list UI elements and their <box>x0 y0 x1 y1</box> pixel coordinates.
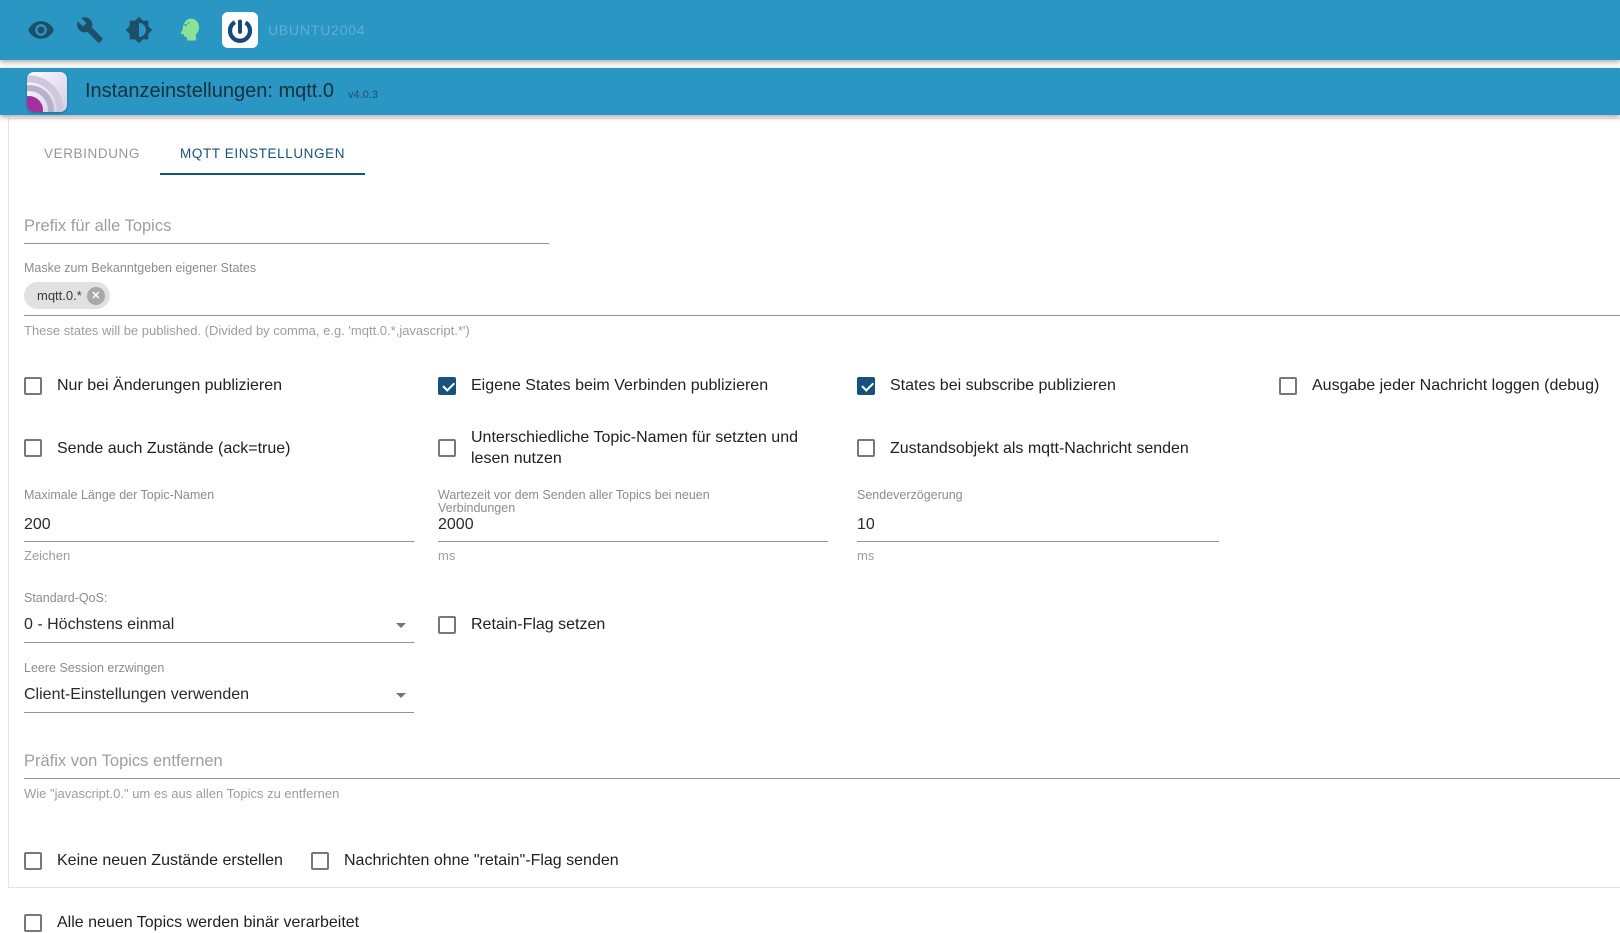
max-topic-length-input[interactable] <box>24 515 414 542</box>
checkbox-label: Retain-Flag setzen <box>471 616 606 633</box>
publish-mask-label: Maske zum Bekanntgeben eigener States <box>24 261 257 275</box>
remove-prefix-input[interactable] <box>24 750 1620 779</box>
field-prefix-all-topics <box>24 215 1620 244</box>
tab-mqtt-einstellungen[interactable]: MQTT EINSTELLUNGEN <box>160 131 365 175</box>
chip-delete-icon[interactable]: ✕ <box>87 287 105 305</box>
tab-verbindung[interactable]: VERBINDUNG <box>44 146 141 161</box>
field-unit: Zeichen <box>24 548 71 563</box>
tab-bar <box>24 119 1620 175</box>
publish-mask-helper: These states will be published. (Divided by comma, e.g. 'mqtt.0.*,javascript.*') <box>24 323 470 338</box>
send-delay-input[interactable] <box>857 515 1219 542</box>
adapter-version: v4.0.3 <box>348 89 379 101</box>
mqtt-adapter-logo <box>27 72 67 112</box>
field-clean-session <box>24 662 1620 713</box>
checkbox-no-new-states[interactable] <box>24 850 311 871</box>
bottom-checkbox-row-1 <box>24 850 1620 871</box>
checkbox-label: Nachrichten ohne "retain"-Flag senden <box>344 852 619 869</box>
checkbox-label: Zustandsobjekt als mqtt-Nachricht senden <box>890 439 1189 457</box>
checkbox-box[interactable] <box>438 377 456 395</box>
chevron-down-icon <box>396 693 406 698</box>
checkbox-publish-states-on-subscribe[interactable] <box>857 375 1279 396</box>
checkbox-box[interactable] <box>1279 377 1297 395</box>
checkbox-publish-on-change[interactable] <box>24 375 438 396</box>
assistant-head-icon[interactable] <box>173 15 203 45</box>
checkbox-label: Sende auch Zustände (ack=true) <box>57 439 291 457</box>
checkbox-label: Eigene States beim Verbinden publizieren <box>471 377 769 394</box>
brightness-icon[interactable] <box>124 15 154 45</box>
checkbox-box[interactable] <box>857 439 875 457</box>
remove-prefix-helper: Wie "javascript.0." um es aus allen Topics zu entfernen <box>24 786 340 801</box>
checkbox-label: Alle neuen Topics werden binär verarbeitet <box>57 914 360 931</box>
checkbox-send-state-object[interactable] <box>857 427 1279 469</box>
field-label: Wartezeit vor dem Senden aller Topics bei neuen Verbindungen <box>438 488 710 515</box>
checkbox-box[interactable] <box>24 914 42 932</box>
mask-chip-text: mqtt.0.* <box>37 288 82 303</box>
checkbox-row-2 <box>24 427 1620 469</box>
field-unit: ms <box>438 548 456 563</box>
clean-session-select[interactable] <box>24 684 414 713</box>
checkbox-no-retain-flag[interactable] <box>311 850 619 871</box>
checkbox-label: Nur bei Änderungen publizieren <box>57 377 283 394</box>
field-publish-mask <box>24 262 1620 338</box>
qos-row <box>24 592 1620 643</box>
field-label: Sendeverzögerung <box>857 488 963 502</box>
bottom-checkbox-row-2 <box>24 912 1620 933</box>
checkbox-box[interactable] <box>857 377 875 395</box>
field-max-topic-length <box>24 489 438 563</box>
checkbox-box[interactable] <box>438 439 456 457</box>
checkbox-box[interactable] <box>24 377 42 395</box>
checkbox-retain-flag[interactable] <box>438 614 1620 635</box>
numeric-inputs-row <box>24 489 1620 563</box>
checkbox-different-topic-names[interactable] <box>438 427 857 469</box>
send-interval-input[interactable] <box>438 515 828 542</box>
checkbox-box[interactable] <box>24 439 42 457</box>
settings-card <box>8 118 1620 931</box>
checkbox-box[interactable] <box>311 852 329 870</box>
eye-icon[interactable] <box>26 15 56 45</box>
field-remove-prefix <box>24 750 1620 801</box>
checkbox-label: Unterschiedliche Topic-Namen für setzten und lesen nutzen <box>471 429 798 467</box>
field-label: Maximale Länge der Topic-Namen <box>24 488 215 502</box>
chevron-down-icon <box>396 623 406 628</box>
prefix-all-topics-input[interactable] <box>24 215 549 244</box>
publish-mask-chip-input[interactable] <box>24 282 1620 316</box>
checkbox-box[interactable] <box>438 616 456 634</box>
field-default-qos <box>24 592 438 643</box>
checkbox-label: Keine neuen Zustände erstellen <box>57 852 283 869</box>
checkbox-row-1 <box>24 375 1620 396</box>
checkbox-binary-topics[interactable] <box>24 912 1620 933</box>
checkbox-label: Ausgabe jeder Nachricht loggen (debug) <box>1312 377 1600 394</box>
field-unit: ms <box>857 548 875 563</box>
checkbox-label: States bei subscribe publizieren <box>890 377 1116 394</box>
checkbox-debug-log[interactable] <box>1279 375 1620 396</box>
instance-settings-header <box>0 68 1620 115</box>
field-label: Leere Session erzwingen <box>24 661 165 675</box>
checkbox-send-ack-states[interactable] <box>24 427 438 469</box>
checkbox-box[interactable] <box>24 852 42 870</box>
vm-toolbar <box>0 0 1620 60</box>
mask-chip <box>24 282 110 309</box>
vm-name-label: UBUNTU2004 <box>268 22 366 38</box>
qos-select-value: 0 - Höchstens einmal <box>24 616 175 633</box>
checkbox-publish-own-states-on-connect[interactable] <box>438 375 857 396</box>
field-send-interval <box>438 489 857 563</box>
field-send-delay <box>857 489 1279 563</box>
page-title: Instanzeinstellungen: mqtt.0 <box>85 80 335 102</box>
clean-session-select-value: Client-Einstellungen verwenden <box>24 686 250 703</box>
iobroker-logo[interactable] <box>222 12 258 48</box>
qos-select[interactable] <box>24 614 414 643</box>
field-label: Standard-QoS: <box>24 591 108 605</box>
wrench-icon[interactable] <box>75 15 105 45</box>
